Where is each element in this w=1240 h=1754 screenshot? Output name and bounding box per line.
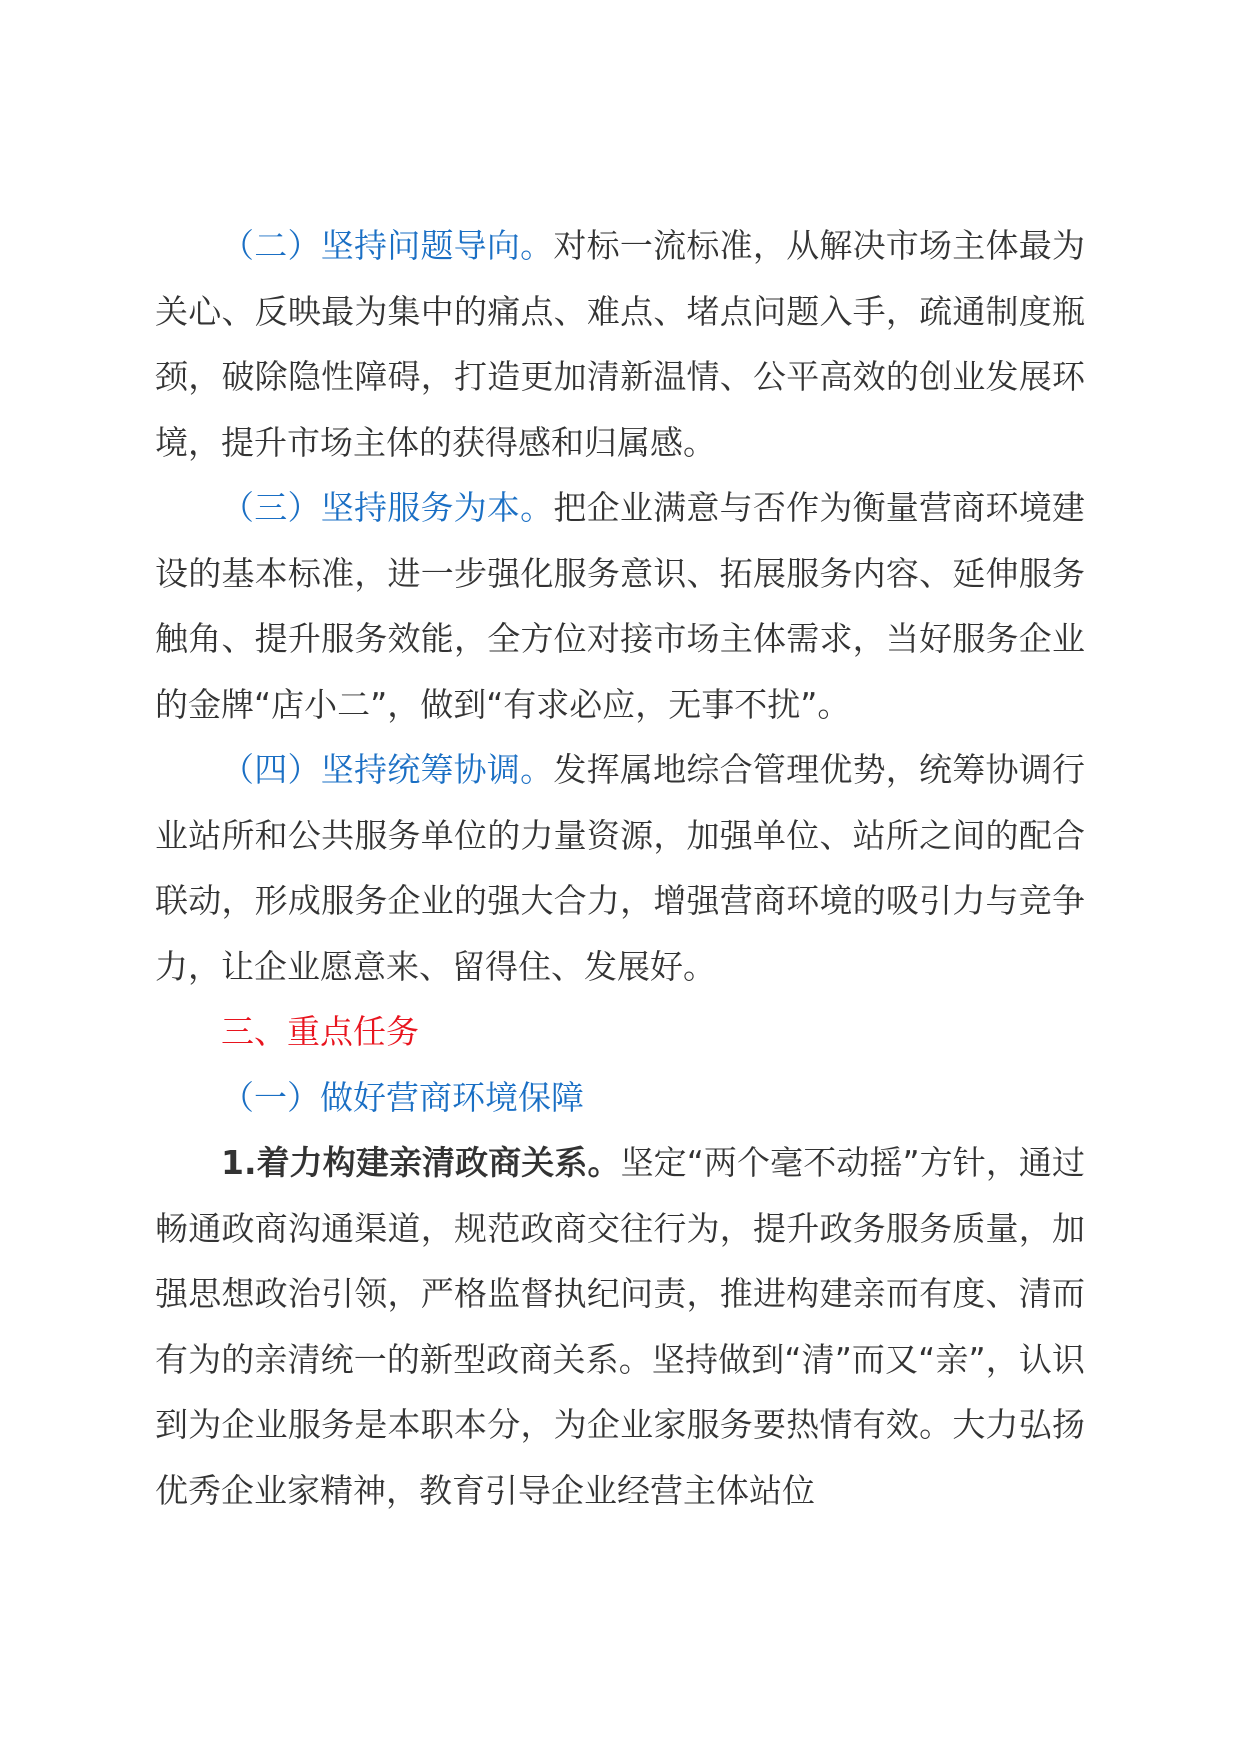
paragraph-coordination <box>155 737 1085 999</box>
paragraph-government-business-relations <box>155 1130 1085 1523</box>
paragraph-heading: （二）坚持问题导向。 <box>221 226 554 265</box>
paragraph-body: 发挥属地综合管理优势，统筹协调行业站所和公共服务单位的力量资源，加强单位、站所之间的配合联动，形成服务企业的强大合力，增强营商环境的吸引力与竞争力，让企业愿意来、留得住、发展好。 <box>155 750 1086 986</box>
paragraph-heading: 1.着力构建亲清政商关系。 <box>221 1143 621 1182</box>
paragraph-body: 坚定“两个毫不动摇”方针，通过畅通政商沟通渠道，规范政商交往行为，提升政务服务质量，加强思想政治引领，严格监督执纪问责，推进构建亲而有度、清而有为的亲清统一的新型政商关系。坚持做到“清”而又“亲”，认识到为企业服务是本职本分，为企业家服务要热情有效。大力弘扬优秀企业家精神，教育引导企业经营主体站位 <box>155 1143 1085 1510</box>
paragraph-service-oriented <box>155 475 1085 737</box>
sub-heading: （一）做好营商环境保障 <box>221 1077 584 1117</box>
paragraph-problem-oriented <box>155 213 1085 475</box>
document-body <box>155 213 1085 1523</box>
section-heading: 三、重点任务 <box>221 1012 419 1051</box>
paragraph-heading: （四）坚持统筹协调。 <box>221 750 554 789</box>
paragraph-body: 对标一流标准，从解决市场主体最为关心、反映最为集中的痛点、难点、堵点问题入手，疏通制度瓶颈，破除隐性障碍，打造更加清新温情、公平高效的创业发展环境，提升市场主体的获得感和归属感。 <box>155 226 1086 462</box>
paragraph-body: 把企业满意与否作为衡量营商环境建设的基本标准，进一步强化服务意识、拓展服务内容、延伸服务触角、提升服务效能，全方位对接市场主体需求，当好服务企业的金牌“店小二”，做到“有求必应，无事不扰”。 <box>155 488 1086 724</box>
paragraph-heading: （三）坚持服务为本。 <box>221 488 554 527</box>
